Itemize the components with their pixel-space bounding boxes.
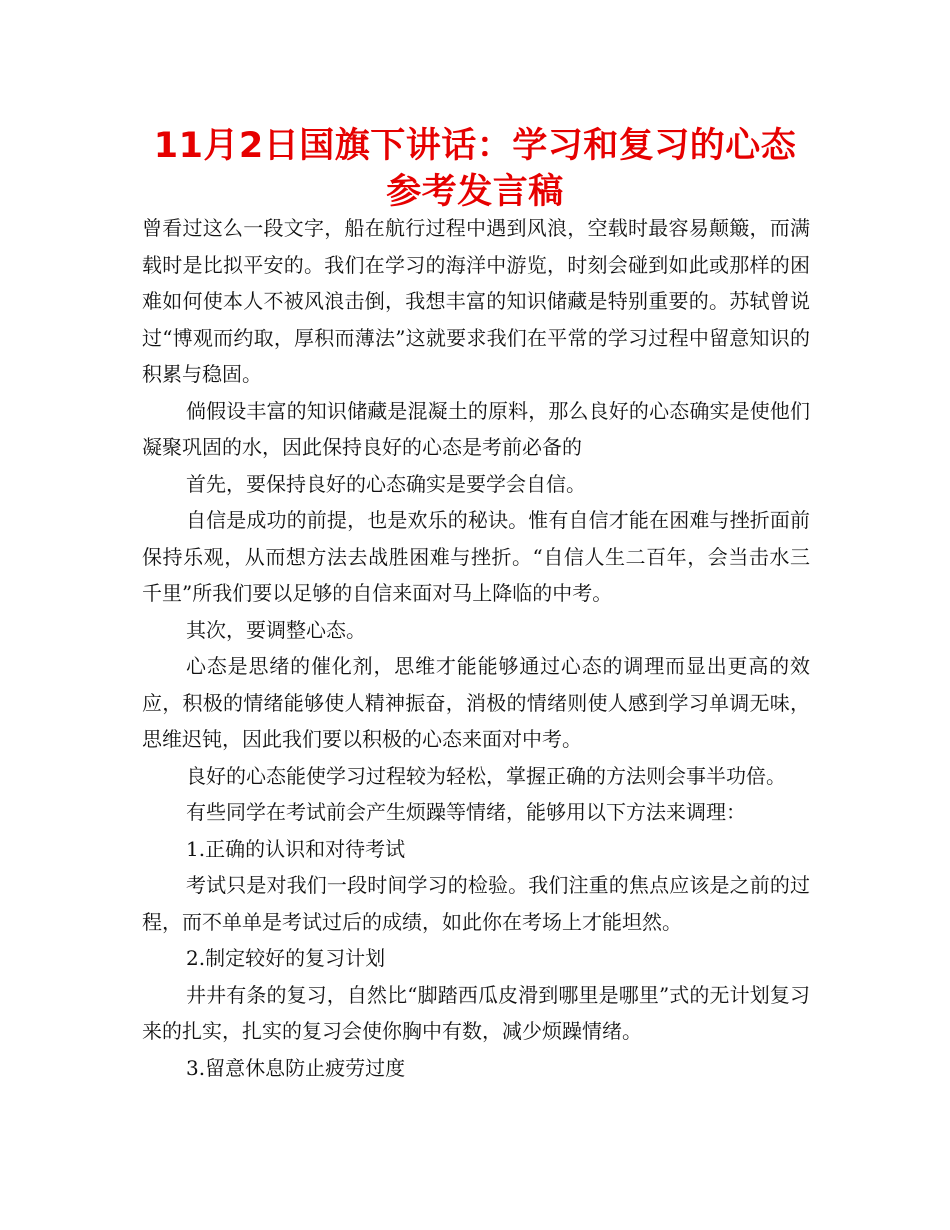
list-item-heading-2: 2.制定较好的复习计划 bbox=[186, 946, 386, 970]
list-item-heading-3: 3.留意休息防止疲劳过度 bbox=[186, 1055, 406, 1080]
document-title-line-1: 11月2日国旗下讲话：学习和复习的心态 bbox=[153, 126, 797, 166]
paragraph-3: 首先，要保持良好的心态确实是要学会自信。 bbox=[186, 471, 586, 496]
paragraph-4: 自信是成功的前提，也是欢乐的秘诀。惟有自信才能在困难与挫折面前保持乐观，从而想方法去战胜困难与挫折。“自信人生二百年，会当击水三千里”所我们要以足够的自信来面对马上降临的中考。 bbox=[142, 508, 810, 605]
paragraph-12: 井井有条的复习，自然比“脚踏西瓜皮滑到哪里是哪里”式的无计划复习来的扎实，扎实的复习会使你胸中有数，减少烦躁情绪。 bbox=[142, 982, 810, 1043]
paragraph-10: 考试只是对我们一段时间学习的检验。我们注重的焦点应该是之前的过程，而不单单是考试过后的成绩，如此你在考场上才能坦然。 bbox=[142, 873, 810, 934]
list-item-heading-1: 1.正确的认识和对待考试 bbox=[186, 836, 406, 861]
document-title-line-2: 参考发言稿 bbox=[386, 172, 564, 212]
paragraph-6: 心态是思绪的催化剂，思维才能能够通过心态的调理而显出更高的效应，积极的情绪能够使人精神振奋，消极的情绪则使人感到学习单调无味，思维迟钝，因此我们要以积极的心态来面对中考。 bbox=[142, 654, 810, 751]
document-body bbox=[142, 210, 810, 1086]
paragraph-1: 曾看过这么一段文字，船在航行过程中遇到风浪，空载时最容易颠簸，而满载时是比拟平安的。我们在学习的海洋中游览，时刻会碰到如此或那样的困难如何使本人不被风浪击倒，我想丰富的知识储藏是特别重要的。苏轼曾说过“博观而约取，厚积而薄法”这就要求我们在平常的学习过程中留意知识的积累与稳固。 bbox=[142, 216, 810, 386]
paragraph-7: 良好的心态能使学习过程较为轻松，掌握正确的方法则会事半功倍。 bbox=[186, 763, 786, 788]
paragraph-8: 有些同学在考试前会产生烦躁等情绪，能够用以下方法来调理： bbox=[186, 800, 746, 824]
paragraph-5: 其次，要调整心态。 bbox=[186, 617, 366, 642]
paragraph-2: 倘假设丰富的知识储藏是混凝土的原料，那么良好的心态确实是使他们凝聚巩固的水，因此保持良好的心态是考前必备的 bbox=[142, 398, 810, 459]
